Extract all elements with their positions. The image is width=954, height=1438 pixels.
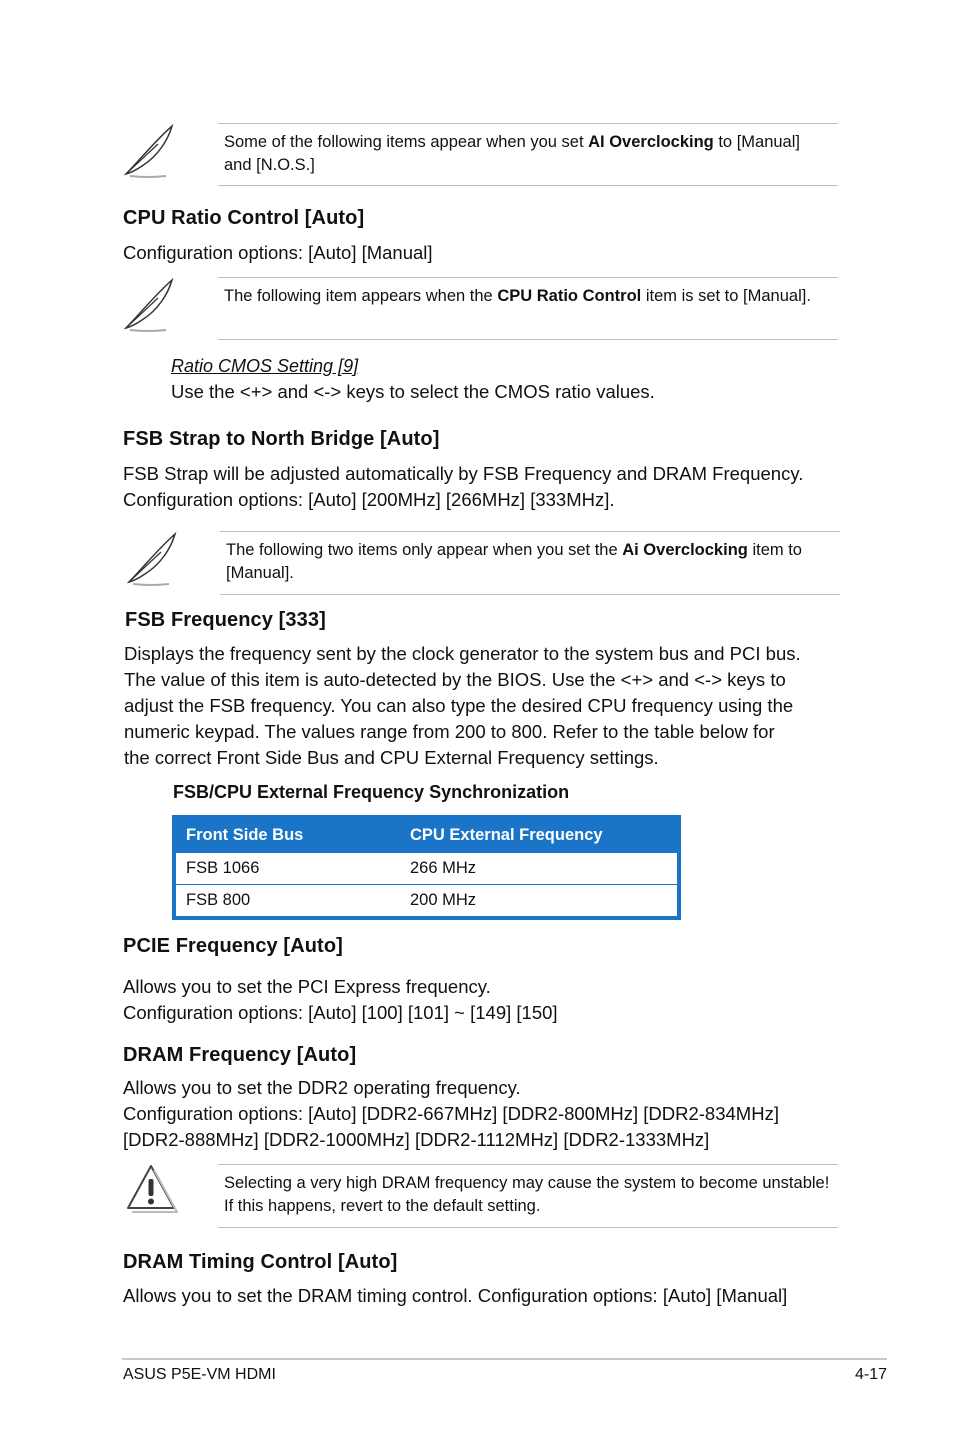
dram-frequency-line3: [DDR2-888MHz] [DDR2-1000MHz] [DDR2-1112MHz] [DDR2-1333MHz] xyxy=(123,1129,710,1150)
footer-divider xyxy=(122,1358,887,1360)
cpu-ratio-options: Configuration options: [Auto] [Manual] xyxy=(123,242,433,263)
dram-timing-title: DRAM Timing Control [Auto] xyxy=(123,1251,398,1273)
table-header-row xyxy=(174,817,679,853)
note-cpu-ratio xyxy=(218,277,838,340)
footer-product: ASUS P5E-VM HDMI xyxy=(123,1366,276,1383)
ratio-cmos-title: Ratio CMOS Setting [9] xyxy=(171,356,359,376)
note-text-end: item is set to [Manual]. xyxy=(641,287,811,305)
note-text: The following item appears when the xyxy=(224,287,498,305)
feather-note-icon xyxy=(118,276,180,334)
table-cell: 200 MHz xyxy=(400,885,679,919)
fsb-strap-title: FSB Strap to North Bridge [Auto] xyxy=(123,428,440,450)
fsb-frequency-title: FSB Frequency [333] xyxy=(125,609,326,631)
table-cell: 266 MHz xyxy=(400,853,679,885)
warning-box xyxy=(218,1164,838,1228)
pcie-frequency-title: PCIE Frequency [Auto] xyxy=(123,935,343,957)
note-text: Some of the following items appear when you set xyxy=(224,133,589,151)
note-bold: Ai Overclocking xyxy=(622,541,748,559)
dram-frequency-line1: Allows you to set the DDR2 operating frequency. xyxy=(123,1077,521,1098)
dram-frequency-title: DRAM Frequency [Auto] xyxy=(123,1044,357,1066)
fsb-frequency-line: numeric keypad. The values range from 200 to 800. Refer to the table below for xyxy=(124,721,775,742)
feather-note-icon xyxy=(118,122,180,180)
table-row xyxy=(174,885,679,919)
frequency-table xyxy=(172,815,681,920)
dram-timing-desc: Allows you to set the DRAM timing control. Configuration options: [Auto] [Manual] xyxy=(123,1285,788,1306)
fsb-strap-line1: FSB Strap will be adjusted automatically by FSB Frequency and DRAM Frequency. xyxy=(123,463,804,484)
fsb-frequency-line: Displays the frequency sent by the clock generator to the system bus and PCI bus. xyxy=(124,643,801,664)
note-bold: CPU Ratio Control xyxy=(497,287,642,305)
note-ai-overclocking-manual xyxy=(220,531,840,595)
footer-page-number: 4-17 xyxy=(854,1366,887,1383)
table-header-cell: Front Side Bus xyxy=(174,817,400,853)
note-text-end: to [Manual] and [N.O.S.] xyxy=(224,133,800,174)
fsb-frequency-line: the correct Front Side Bus and CPU External Frequency settings. xyxy=(124,747,659,768)
pcie-line2: Configuration options: [Auto] [100] [101] ~ [149] [150] xyxy=(123,1002,558,1023)
table-caption: FSB/CPU External Frequency Synchronization xyxy=(173,782,570,802)
pcie-line1: Allows you to set the PCI Express frequency. xyxy=(123,976,491,997)
table-header-cell: CPU External Frequency xyxy=(400,817,679,853)
table-cell: FSB 800 xyxy=(174,885,400,919)
fsb-frequency-line: adjust the FSB frequency. You can also type the desired CPU frequency using the xyxy=(124,695,794,716)
fsb-strap-line2: Configuration options: [Auto] [200MHz] [266MHz] [333MHz]. xyxy=(123,489,615,510)
note-ai-overclocking xyxy=(218,123,838,186)
fsb-frequency-line: The value of this item is auto-detected by the BIOS. Use the <+> and <-> keys to xyxy=(124,669,786,690)
note-bold: AI Overclocking xyxy=(588,133,714,151)
dram-frequency-line2: Configuration options: [Auto] [DDR2-667MHz] [DDR2-800MHz] [DDR2-834MHz] xyxy=(123,1103,779,1124)
ratio-cmos-desc: Use the <+> and <-> keys to select the CMOS ratio values. xyxy=(171,381,655,402)
table-cell: FSB 1066 xyxy=(174,853,400,885)
cpu-ratio-title: CPU Ratio Control [Auto] xyxy=(123,207,365,229)
warning-text: Selecting a very high DRAM frequency may cause the system to become unstable! If this happens, revert to the default setting. xyxy=(224,1174,830,1215)
note-text: The following two items only appear when you set the xyxy=(226,541,623,559)
feather-note-icon xyxy=(121,530,183,588)
note-text-end: item to [Manual]. xyxy=(226,541,802,582)
warning-triangle-icon xyxy=(124,1162,178,1214)
table-row xyxy=(174,853,679,885)
